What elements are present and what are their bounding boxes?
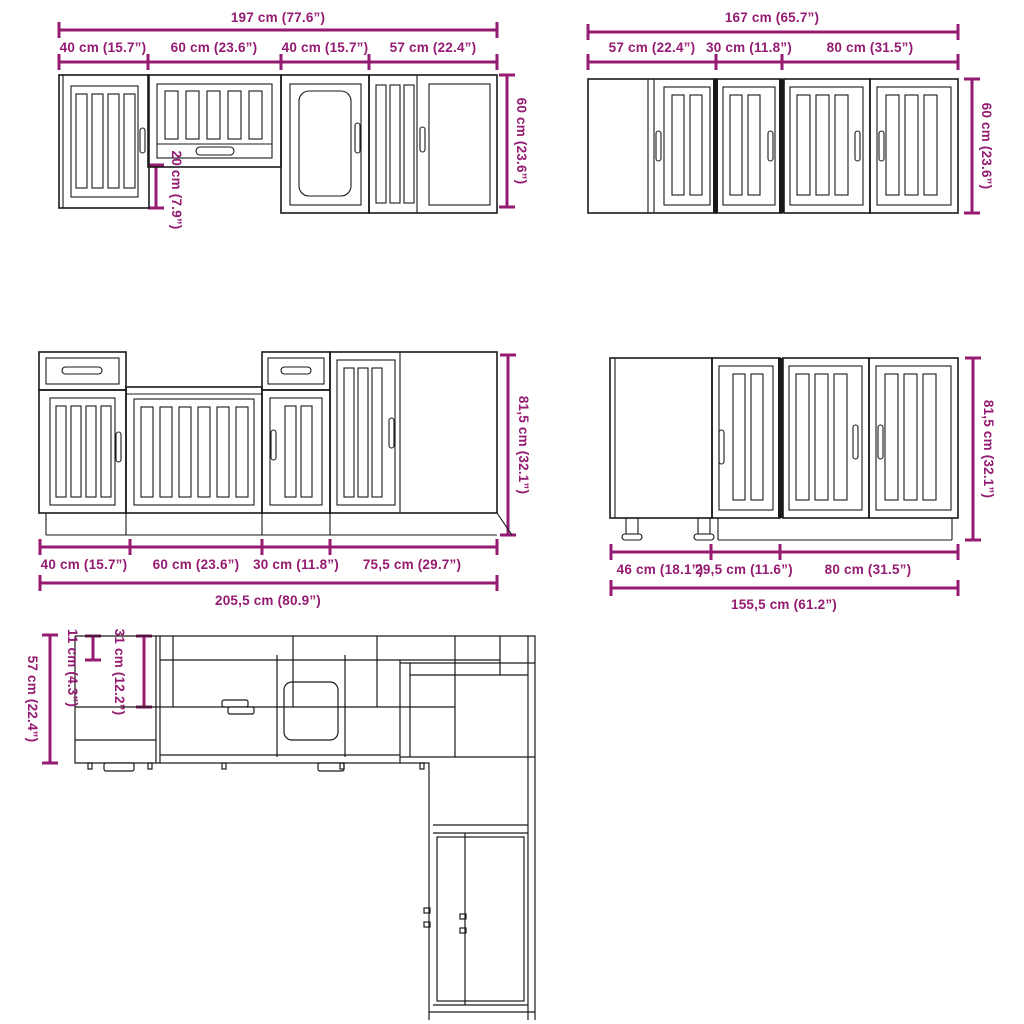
dim-line-base-a-total xyxy=(40,575,497,591)
base-run-b-drawing xyxy=(610,358,958,540)
wall-run-a-drawing xyxy=(59,75,497,213)
dim-label-base-a-seg-4: 75,5 cm (29.7”) xyxy=(362,557,462,572)
dim-label-base-b-total: 155,5 cm (61.2”) xyxy=(730,597,838,612)
glass-panel xyxy=(299,91,351,196)
dim-label-plan-counter: 31 cm (12.2”) xyxy=(112,628,127,716)
door-handle xyxy=(719,430,724,464)
door-handle xyxy=(116,432,121,462)
dim-line-base-a-segments xyxy=(40,539,497,555)
sink-basin xyxy=(284,682,338,740)
dim-line-base-b-total xyxy=(611,580,958,596)
dim-line-base-a-height xyxy=(500,355,516,535)
dim-label-base-a-seg-3: 30 cm (11.8”) xyxy=(253,557,339,572)
dim-line-plan-counter-depth xyxy=(136,636,152,707)
dim-label-wall-a-seg-1: 40 cm (15.7”) xyxy=(59,40,147,55)
door-handle xyxy=(768,131,773,161)
dim-line-plan-upper-depth xyxy=(85,636,101,660)
dim-label-wall-b-seg-2: 30 cm (11.8”) xyxy=(706,40,792,55)
dim-label-wall-a-seg-4: 57 cm (22.4”) xyxy=(389,40,477,55)
dim-line-wall-a-segments xyxy=(59,54,497,70)
dim-label-base-b-seg-2: 29,5 cm (11.6”) xyxy=(695,562,793,577)
dim-label-base-a-seg-2: 60 cm (23.6”) xyxy=(152,557,240,572)
dim-label-base-b-seg-1: 46 cm (18.1”) xyxy=(616,562,704,577)
door-handle xyxy=(420,127,425,152)
dim-label-wall-a-total: 197 cm (77.6”) xyxy=(230,10,326,25)
door-handle xyxy=(656,131,661,161)
dim-label-base-b-seg-3: 80 cm (31.5”) xyxy=(824,562,912,577)
dim-label-wall-a-seg-3: 40 cm (15.7”) xyxy=(281,40,369,55)
dim-line-wall-a-drop xyxy=(148,165,164,208)
base-run-a-drawing xyxy=(39,352,512,535)
door-handle xyxy=(355,123,360,153)
plinth xyxy=(46,513,512,535)
dim-label-base-b-height: 81,5 cm (32.1”) xyxy=(981,399,996,499)
dim-label-base-a-seg-1: 40 cm (15.7”) xyxy=(40,557,128,572)
dim-label-base-a-total: 205,5 cm (80.9”) xyxy=(214,593,322,608)
door-handle xyxy=(140,128,145,153)
dim-label-wall-a-height: 60 cm (23.6”) xyxy=(514,97,529,185)
dim-label-wall-a-drop: 20 cm (7.9”) xyxy=(169,150,184,230)
dim-line-plan-depth xyxy=(42,635,58,763)
drawer-handle xyxy=(196,147,234,155)
door-handle xyxy=(879,131,884,161)
dim-line-base-b-segments xyxy=(611,544,958,560)
dim-line-base-b-height xyxy=(965,358,981,540)
dim-label-wall-b-seg-1: 57 cm (22.4”) xyxy=(608,40,696,55)
dim-label-base-a-height: 81,5 cm (32.1”) xyxy=(516,395,531,495)
door-handle xyxy=(271,430,276,460)
door-handle xyxy=(855,131,860,161)
dim-line-wall-b-total xyxy=(588,24,958,40)
door-handle xyxy=(878,425,883,459)
drawer-handle xyxy=(281,367,311,374)
dim-label-wall-a-seg-2: 60 cm (23.6”) xyxy=(170,40,258,55)
dim-label-wall-b-height: 60 cm (23.6”) xyxy=(979,102,994,190)
dim-label-wall-b-total: 167 cm (65.7”) xyxy=(724,10,820,25)
handle-notches xyxy=(104,700,344,771)
plinth xyxy=(718,518,952,540)
wall-run-b-drawing xyxy=(588,79,958,213)
door-handle xyxy=(853,425,858,459)
tall-cabinet-door xyxy=(437,837,524,1001)
dimension-lines xyxy=(40,22,981,763)
dim-label-wall-b-seg-3: 80 cm (31.5”) xyxy=(826,40,914,55)
adjustable-legs xyxy=(622,518,714,540)
dim-line-wall-b-segments xyxy=(588,54,958,70)
dim-label-plan-depth: 57 cm (22.4”) xyxy=(25,655,40,743)
dim-label-plan-upper: 11 cm (4.3”) xyxy=(65,628,80,708)
drawer-handle xyxy=(62,367,102,374)
hinge-marks xyxy=(424,908,466,933)
feet-marks xyxy=(88,763,424,769)
door-handle xyxy=(389,418,394,448)
